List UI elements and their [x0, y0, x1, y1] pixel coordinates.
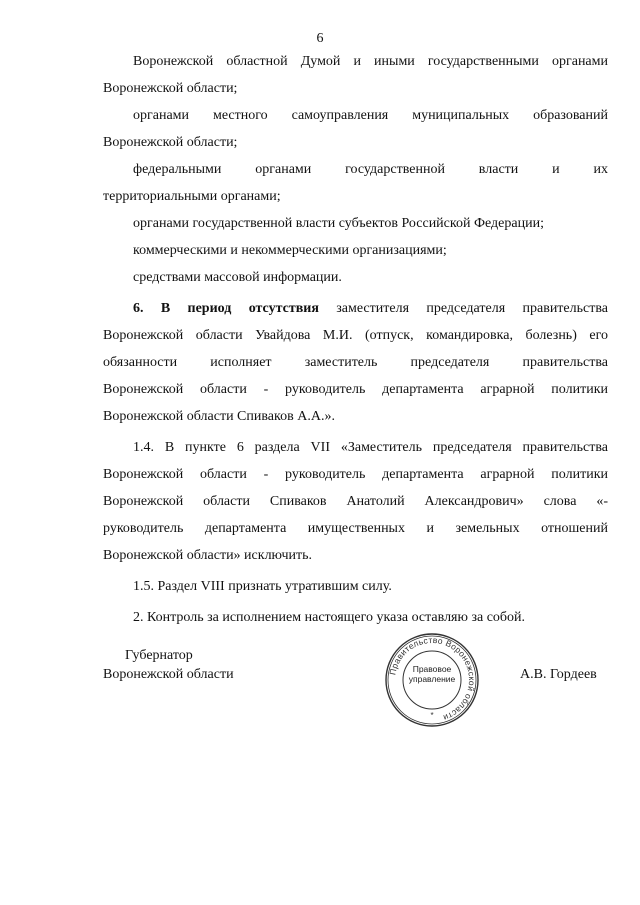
paragraph-subjects: органами государственной власти субъектов Российской Федерации; — [133, 216, 544, 231]
paragraph-1-4-line5: Воронежской области» исключить. — [103, 548, 313, 563]
paragraph-absence-line2: Воронежской области Увайдова М.И. (отпуск, командировка, болезнь) его — [103, 328, 608, 343]
signer-name: А.В. Гордеев — [520, 667, 597, 682]
stamp-inner-line1: Правовое — [412, 664, 452, 674]
official-stamp — [384, 632, 480, 728]
document-body — [103, 48, 608, 631]
stamp-star: * — [430, 711, 434, 720]
paragraph-1-4-line2: Воронежской области - руководитель департамента аграрной политики — [103, 467, 608, 482]
stamp-inner-text — [384, 664, 480, 684]
paragraph-absence-line5: Воронежской области Спиваков А.А.». — [103, 409, 335, 424]
paragraph-1-4-line1: 1.4. В пункте 6 раздела VII «Заместитель председателя правительства — [133, 440, 608, 455]
governor-title — [103, 646, 303, 684]
paragraph-duma-line1: Воронежской областной Думой и иными государственными органами — [133, 54, 608, 69]
paragraph-federal-line1: федеральными органами государственной власти и их — [133, 162, 608, 177]
paragraph-1-4-line3: Воронежской области Спиваков Анатолий Александрович» слова «- — [103, 494, 608, 509]
stamp-ring-text: Правительство Воронежской области — [387, 634, 478, 724]
paragraph-2-control: 2. Контроль за исполнением настоящего указа оставляю за собой. — [133, 610, 526, 625]
page-number: 6 — [316, 31, 324, 46]
governor-title-line2: Воронежской области — [103, 667, 234, 682]
paragraph-organizations: коммерческими и некоммерческими организациями; — [133, 243, 447, 258]
absence-line1-text: заместителя председателя правительства — [318, 301, 608, 316]
paragraph-absence-line1 — [103, 295, 608, 322]
paragraph-1-4-line4: руководитель департамента имущественных и земельных отношений — [103, 521, 608, 536]
stamp-inner-line2: управление — [408, 674, 456, 684]
paragraph-duma-line2: Воронежской области; — [103, 81, 238, 96]
paragraph-absence-line4: Воронежской области - руководитель департамента аграрной политики — [103, 382, 608, 397]
paragraph-federal-line2: территориальными органами; — [103, 189, 281, 204]
absence-bold-heading: 6. В период отсутствия — [133, 301, 319, 316]
governor-title-line1: Губернатор — [125, 648, 193, 663]
paragraph-1-5: 1.5. Раздел VIII признать утратившим силу. — [133, 579, 392, 594]
paragraph-media: средствами массовой информации. — [133, 270, 342, 285]
paragraph-local-gov-line1: органами местного самоуправления муниципальных образований — [133, 108, 608, 123]
paragraph-local-gov-line2: Воронежской области; — [103, 135, 238, 150]
paragraph-absence-line3: обязанности исполняет заместитель председателя правительства — [103, 355, 608, 370]
signature-block — [0, 634, 640, 746]
